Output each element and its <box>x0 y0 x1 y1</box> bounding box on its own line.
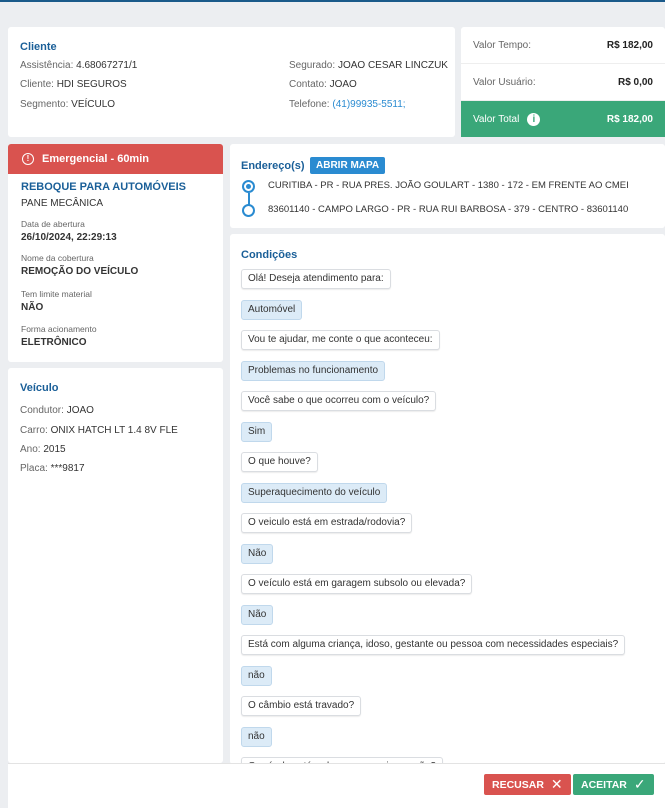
telefone-link[interactable]: (41)99935-5511; <box>332 99 406 110</box>
question-bubble: O câmbio está travado? <box>241 696 361 716</box>
answer-bubble: Não <box>241 544 273 564</box>
question-bubble: Vou te ajudar, me conte o que aconteceu: <box>241 330 440 350</box>
answer-bubble: Automóvel <box>241 300 302 320</box>
cliente-title: Cliente <box>20 41 57 53</box>
segmento-value: VEÍCULO <box>71 99 116 110</box>
valores-card <box>461 27 665 137</box>
valor-tempo-row: Valor Tempo: R$ 182,00 <box>461 27 665 64</box>
valor-total-row: Valor Total i R$ 182,00 <box>461 101 665 137</box>
valor-usuario-row: Valor Usuário: R$ 0,00 <box>461 64 665 101</box>
alert-circle-icon: ! <box>22 153 34 165</box>
question-bubble: Olá! Deseja atendimento para: <box>241 269 391 289</box>
data-abertura-label: Data de abertura <box>21 219 85 229</box>
valor-usuario: R$ 0,00 <box>617 76 653 88</box>
origin-marker-icon <box>242 180 255 193</box>
cobertura-value: REMOÇÃO DO VEÍCULO <box>21 266 139 277</box>
segmento-row: Segmento: VEÍCULO <box>20 99 116 110</box>
limite-value: NÃO <box>21 302 44 313</box>
acionamento-value: ELETRÔNICO <box>21 337 87 348</box>
servico-subtipo: PANE MECÂNICA <box>21 198 104 209</box>
condicoes-card <box>230 234 665 764</box>
question-bubble: O veículo está em garagem subsolo ou elevada? <box>241 574 472 594</box>
answer-bubble: Não <box>241 605 273 625</box>
question-bubble: Está com alguma criança, idoso, gestante ou pessoa com necessidades especiais? <box>241 635 625 655</box>
carro-row: Carro: ONIX HATCH LT 1.4 8V FLE <box>20 425 178 436</box>
carro-value: ONIX HATCH LT 1.4 8V FLE <box>50 425 178 436</box>
question-bubble: O veiculo está em estrada/rodovia? <box>241 513 412 533</box>
assistencia-row: Assistência: 4.68067271/1 <box>20 60 138 71</box>
cobertura-label: Nome da cobertura <box>21 253 94 263</box>
answer-bubble: Superaquecimento do veículo <box>241 483 387 503</box>
servico-card <box>8 144 223 362</box>
answer-bubble: Problemas no funcionamento <box>241 361 385 381</box>
cliente-value: HDI SEGUROS <box>56 79 127 90</box>
condutor-row: Condutor: JOAO <box>20 405 94 416</box>
veiculo-card <box>8 368 223 763</box>
answer-bubble: não <box>241 727 272 747</box>
recusar-button[interactable]: RECUSAR ✕ <box>484 774 571 795</box>
cliente-row: Cliente: HDI SEGUROS <box>20 79 127 90</box>
info-icon[interactable]: i <box>527 113 540 126</box>
aceitar-button[interactable]: ACEITAR ✓ <box>573 774 654 795</box>
endereco-card <box>230 144 665 228</box>
emergencia-banner: ! Emergencial - 60min <box>8 144 223 174</box>
footer-actions <box>8 763 665 808</box>
top-accent-line <box>0 0 665 2</box>
segurado-row: Segurado: JOAO CESAR LINCZUK <box>289 60 448 71</box>
answer-bubble: Sim <box>241 422 272 442</box>
close-icon: ✕ <box>550 776 563 792</box>
endereco-origem: CURITIBA - PR - RUA PRES. JOÃO GOULART - 1380 - 172 - EM FRENTE AO CMEI <box>268 180 629 191</box>
ano-row: Ano: 2015 <box>20 444 66 455</box>
acionamento-label: Forma acionamento <box>21 324 97 334</box>
endereco-destino: 83601140 - CAMPO LARGO - PR - RUA RUI BARBOSA - 379 - CENTRO - 83601140 <box>268 204 629 215</box>
data-abertura-value: 26/10/2024, 22:29:13 <box>21 232 117 243</box>
cliente-card <box>8 27 455 137</box>
condicoes-title: Condições <box>241 249 298 261</box>
answer-bubble: não <box>241 666 272 686</box>
valor-tempo: R$ 182,00 <box>606 39 653 51</box>
question-bubble: Você sabe o que ocorreu com o veículo? <box>241 391 436 411</box>
assistencia-value: 4.68067271/1 <box>76 60 138 71</box>
ano-value: 2015 <box>43 444 66 455</box>
check-icon: ✓ <box>633 776 646 792</box>
destination-marker-icon <box>242 204 255 217</box>
question-bubble: O que houve? <box>241 452 318 472</box>
placa-value: ***9817 <box>50 463 85 474</box>
telefone-row: Telefone: (41)99935-5511; <box>289 99 406 110</box>
servico-tipo: REBOQUE PARA AUTOMÓVEIS <box>21 181 187 193</box>
abrir-mapa-button[interactable]: ABRIR MAPA <box>310 157 385 174</box>
placa-row: Placa: ***9817 <box>20 463 85 474</box>
endereco-title: Endereço(s) <box>241 160 305 172</box>
veiculo-title: Veículo <box>20 382 59 394</box>
segurado-value: JOAO CESAR LINCZUK <box>337 60 448 71</box>
condutor-value: JOAO <box>66 405 94 416</box>
limite-label: Tem limite material <box>21 289 92 299</box>
contato-row: Contato: JOAO <box>289 79 357 90</box>
contato-value: JOAO <box>329 79 357 90</box>
valor-total: R$ 182,00 <box>606 113 653 125</box>
